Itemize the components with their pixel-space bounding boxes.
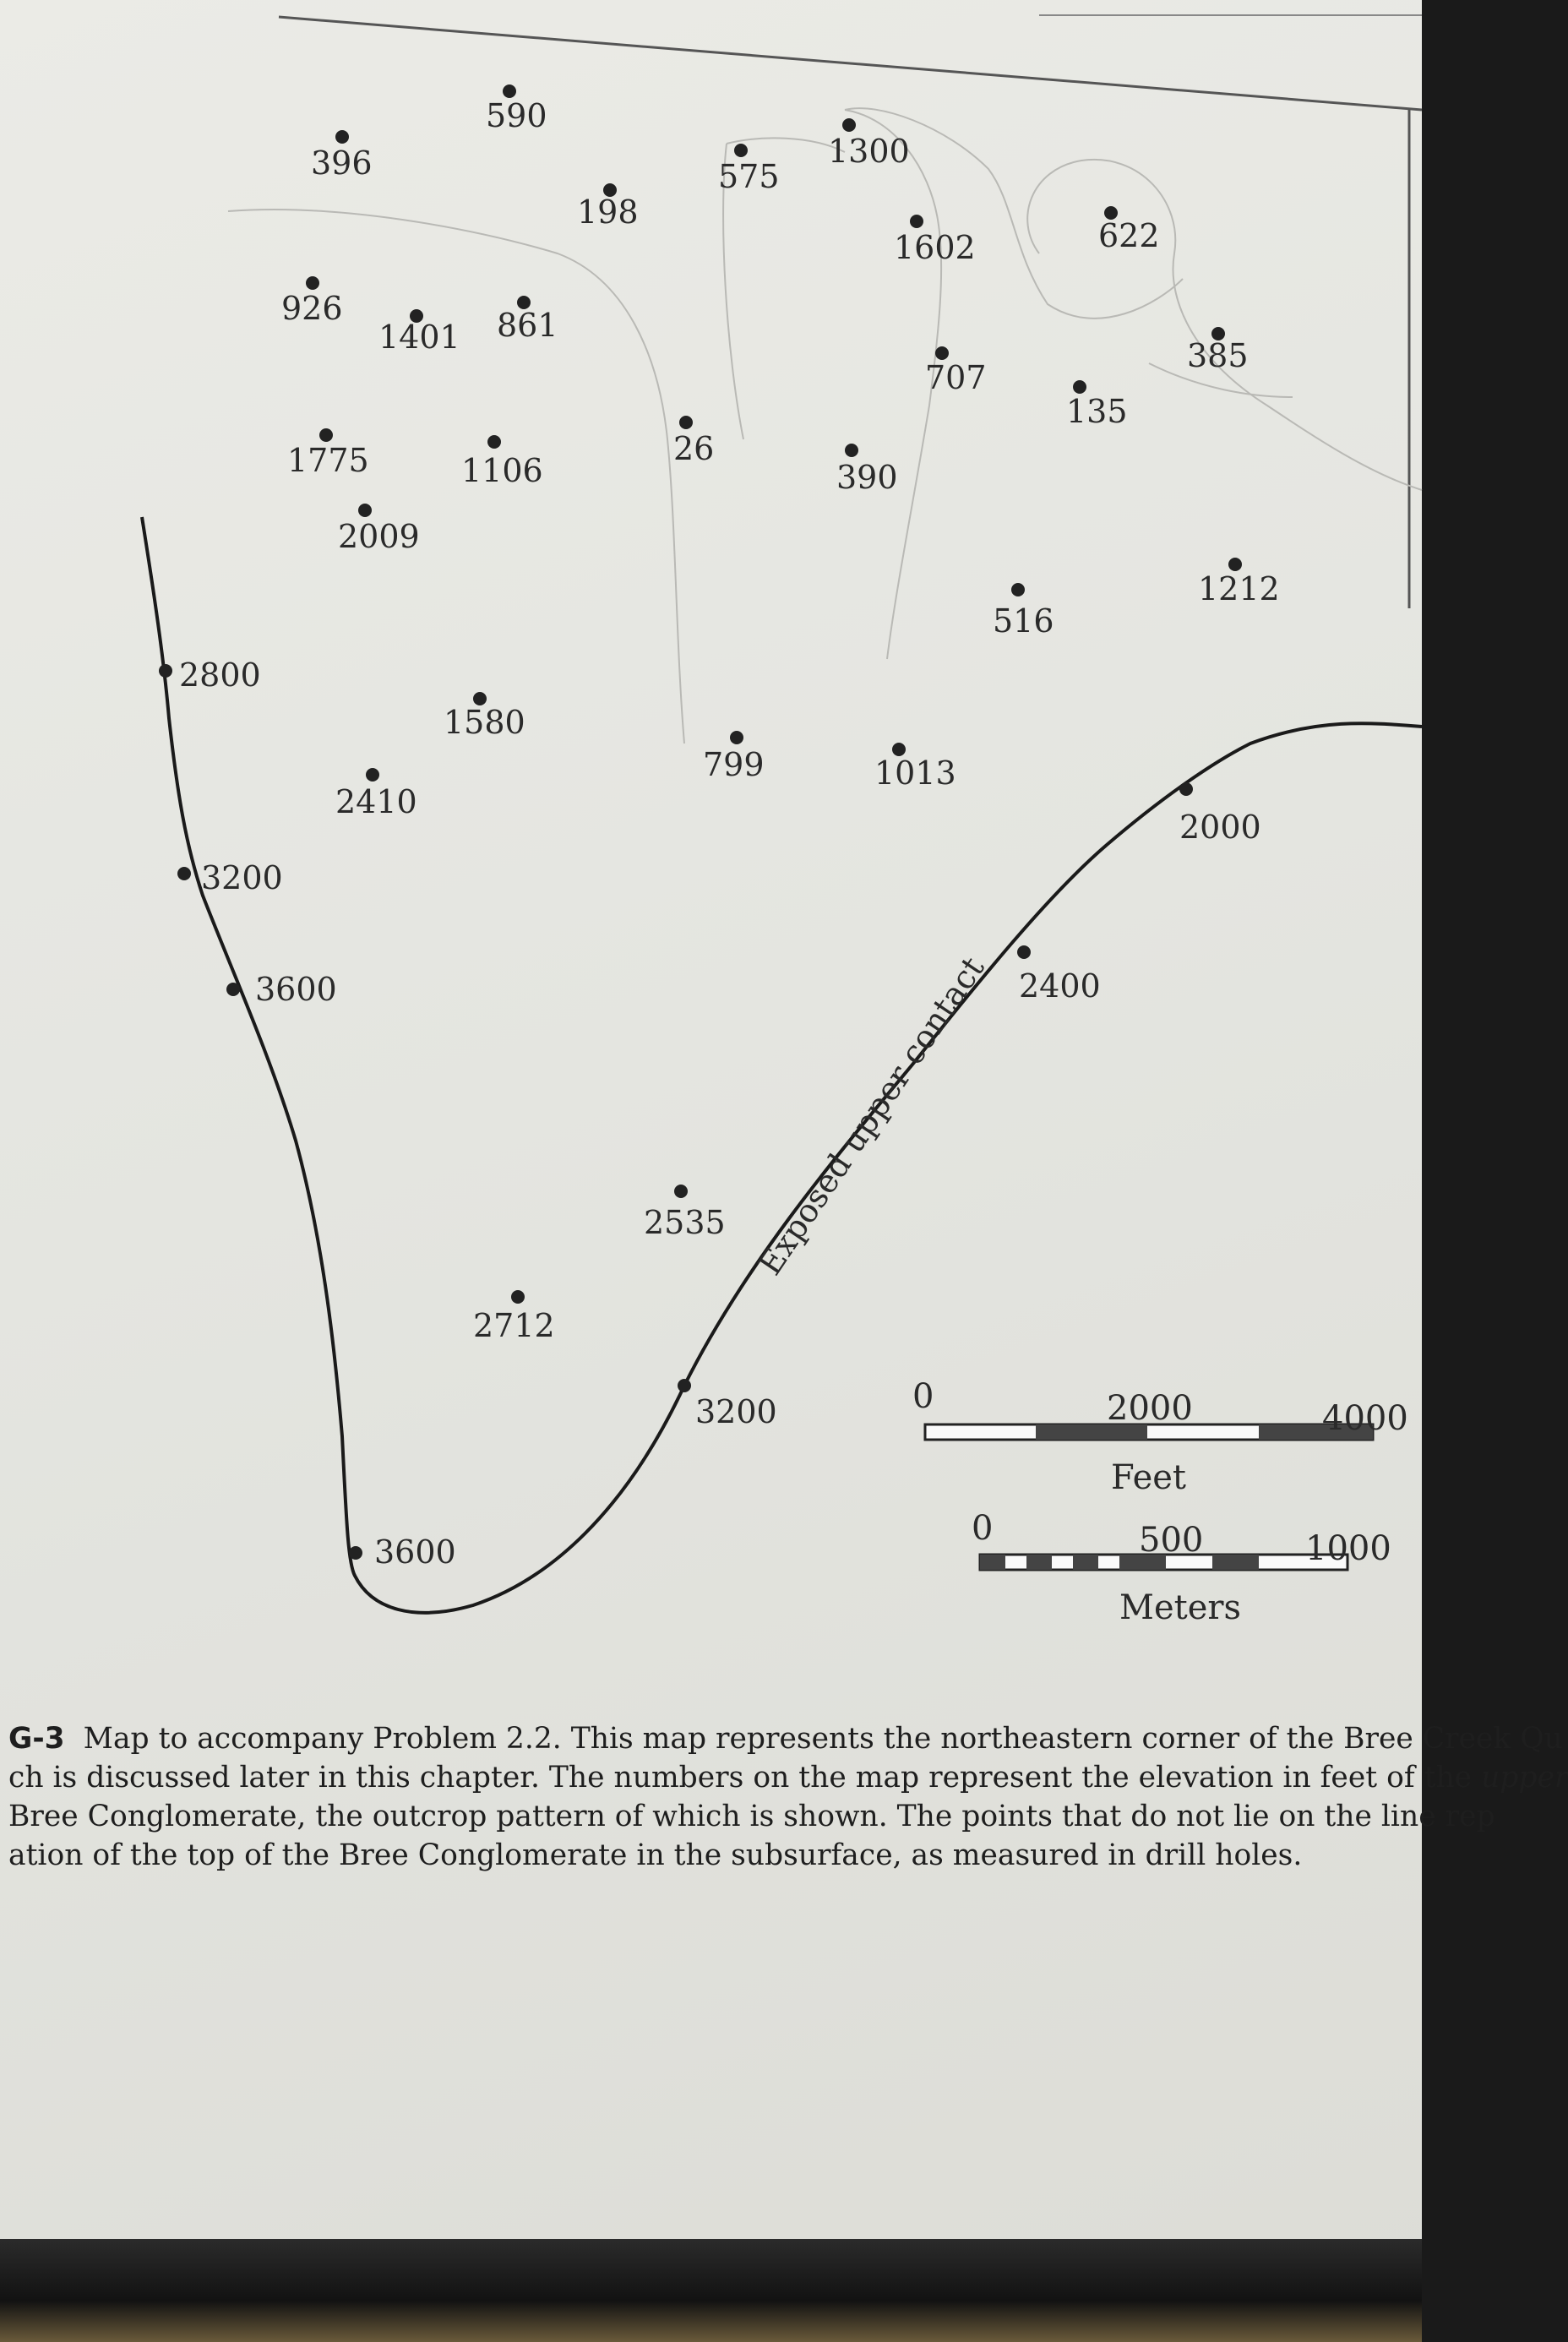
figure-caption xyxy=(8,1719,1568,1875)
drill-hole-dot xyxy=(306,276,319,290)
meters-scale-bar xyxy=(972,1509,1391,1627)
drill-hole-label: 1106 xyxy=(461,452,543,489)
drill-hole-label: 861 xyxy=(497,307,558,344)
caption-line-2 xyxy=(8,1758,1568,1797)
meters-unit: Meters xyxy=(1119,1588,1242,1627)
caption-text-2b: upper xyxy=(1481,1761,1568,1795)
drill-hole-label: 396 xyxy=(311,144,373,182)
drill-hole-label: 926 xyxy=(281,290,343,327)
drill-hole-label: 2535 xyxy=(644,1204,726,1241)
outcrop-point-label: 3200 xyxy=(201,859,283,896)
drill-hole-dot xyxy=(935,346,949,360)
drill-hole-dot xyxy=(674,1185,688,1198)
figure-id: G-3 xyxy=(8,1722,65,1756)
outcrop-point-label: 3200 xyxy=(695,1393,777,1430)
drill-hole-dot xyxy=(730,731,743,744)
outcrop-point-dot xyxy=(159,664,172,678)
drill-hole-label: 26 xyxy=(673,430,715,467)
outcrop-point-label: 2400 xyxy=(1019,967,1101,1005)
drill-hole-label: 135 xyxy=(1066,393,1128,430)
drill-hole-label: 516 xyxy=(993,602,1054,640)
caption-text-2a: ch is discussed later in this chapter. The numbers on the map represent the elevation in feet of the xyxy=(8,1761,1482,1795)
drill-hole-label: 2009 xyxy=(338,518,420,555)
drill-hole-label: 622 xyxy=(1098,217,1160,254)
drill-hole-dot xyxy=(734,144,748,157)
meters-tick-500: 500 xyxy=(1139,1521,1204,1560)
exposed-upper-contact-line xyxy=(142,517,1422,1613)
drill-hole-dot xyxy=(1228,558,1242,571)
caption-text-1: Map to accompany Problem 2.2. This map represents the northeastern corner of the Bree Creek Qu xyxy=(83,1722,1563,1756)
feet-tick-0: 0 xyxy=(912,1377,934,1416)
drill-hole-label: 1212 xyxy=(1198,570,1280,607)
drill-hole-dot xyxy=(511,1290,525,1304)
outcrop-point-dot xyxy=(177,867,191,880)
drill-hole-dot xyxy=(319,428,333,442)
drill-hole-label: 1580 xyxy=(444,704,525,741)
feet-unit: Feet xyxy=(1111,1458,1186,1497)
feet-tick-4000: 4000 xyxy=(1322,1399,1408,1438)
outcrop-point-dot xyxy=(1017,945,1031,959)
drill-hole-label: 1602 xyxy=(894,229,976,266)
outcrop-point-label: 2000 xyxy=(1179,809,1261,846)
drill-hole-label: 2410 xyxy=(335,783,417,820)
feet-tick-2000: 2000 xyxy=(1107,1389,1193,1428)
map-border-top xyxy=(279,17,1422,110)
drill-hole-label: 385 xyxy=(1187,337,1249,374)
caption-line-1 xyxy=(8,1719,1563,1758)
drill-hole-dot xyxy=(679,416,693,429)
meters-tick-1000: 1000 xyxy=(1305,1529,1391,1568)
drill-hole-label: 1401 xyxy=(378,319,460,356)
contact-label: Exposed upper contact xyxy=(750,950,992,1283)
drill-hole-label: 390 xyxy=(836,459,898,496)
meters-tick-0: 0 xyxy=(972,1509,994,1548)
caption-line-3: Bree Conglomerate, the outcrop pattern of which is shown. The points that do not lie on the line rep xyxy=(8,1800,1495,1833)
drill-holes xyxy=(281,84,1280,1344)
drill-hole-label: 1300 xyxy=(828,133,910,170)
drill-hole-dot xyxy=(335,130,349,144)
outcrop-point-dot xyxy=(678,1379,691,1392)
pencil-sketch-lines xyxy=(228,108,1422,743)
outcrop-point-label: 2800 xyxy=(179,656,261,694)
drill-hole-label: 2712 xyxy=(473,1307,555,1344)
drill-hole-dot xyxy=(910,215,923,228)
outcrop-point-label: 3600 xyxy=(374,1533,456,1571)
feet-scale-bar xyxy=(912,1377,1408,1497)
desk-background xyxy=(0,2239,1422,2342)
drill-hole-label: 799 xyxy=(703,746,765,783)
drill-hole-label: 590 xyxy=(486,97,547,134)
outcrop-point-label: 3600 xyxy=(255,971,337,1008)
drill-hole-label: 198 xyxy=(577,193,639,231)
outcrop-point-dot xyxy=(349,1546,362,1560)
drill-hole-dot xyxy=(487,435,501,449)
drill-hole-label: 1775 xyxy=(287,442,369,479)
drill-hole-dot xyxy=(358,504,372,517)
drill-hole-label: 707 xyxy=(925,359,987,396)
drill-hole-dot xyxy=(845,444,858,457)
drill-hole-dot xyxy=(842,118,856,132)
caption-line-4: ation of the top of the Bree Conglomerate in the subsurface, as measured in drill holes. xyxy=(8,1838,1303,1872)
outcrop-point-dot xyxy=(226,983,240,996)
outcrop-point-dot xyxy=(1179,782,1193,796)
drill-hole-dot xyxy=(366,768,379,782)
drill-hole-dot xyxy=(1073,380,1086,394)
drill-hole-label: 1013 xyxy=(874,754,956,792)
drill-hole-dot xyxy=(1011,583,1025,596)
drill-hole-dot xyxy=(503,84,516,98)
drill-hole-label: 575 xyxy=(718,158,780,195)
